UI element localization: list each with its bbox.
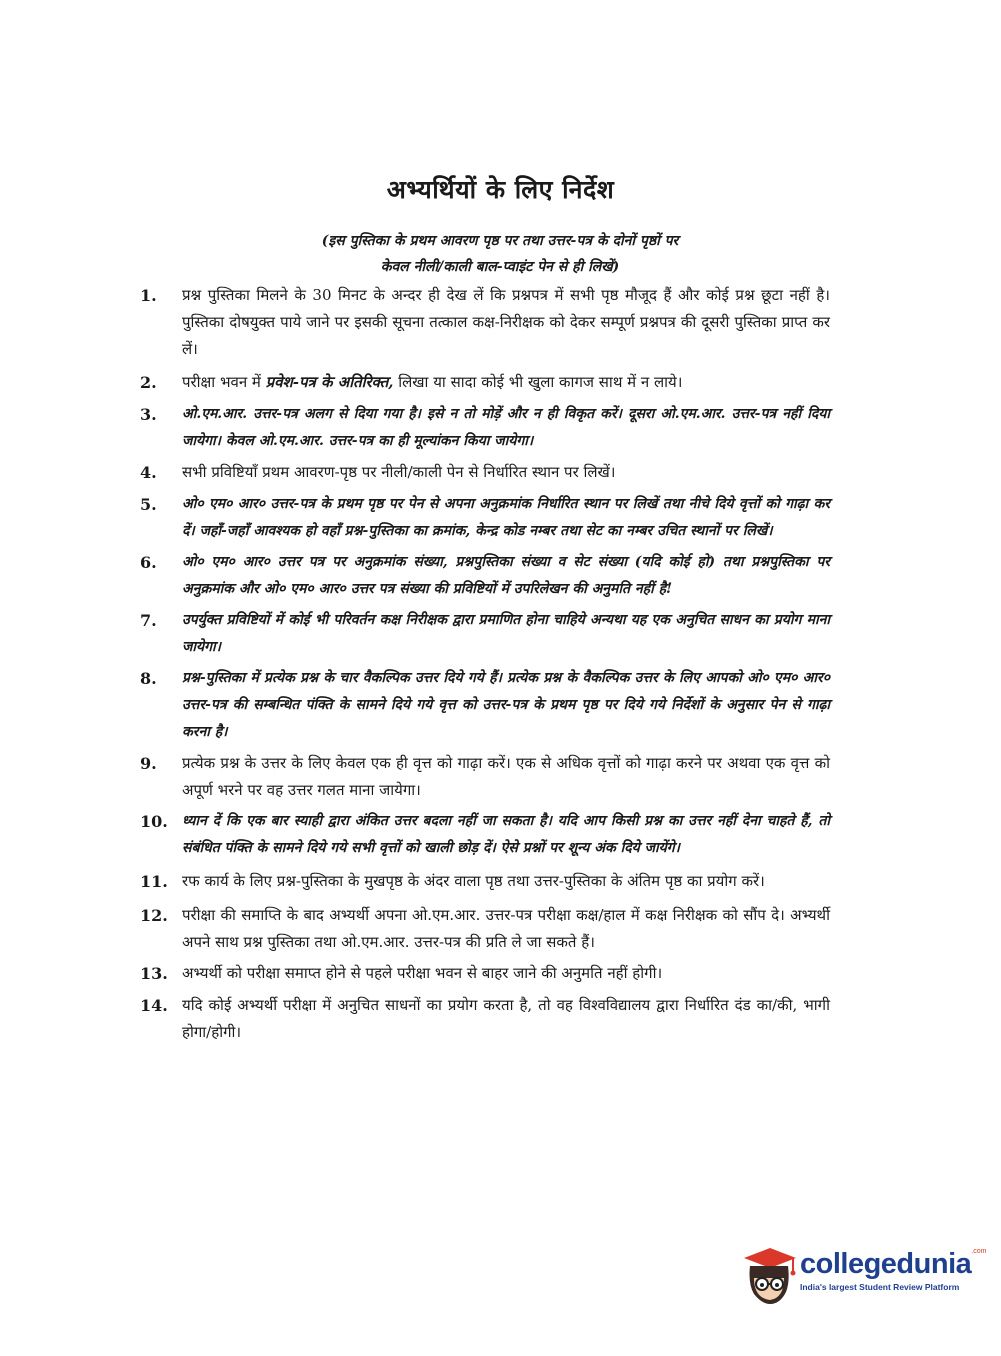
list-item	[140, 282, 830, 363]
item-text: ओ० एम० आर० उत्तर पत्र पर अनुक्रमांक संख्या, प्रश्नपुस्तिका संख्या व सेट संख्या (यदि कोई हो) तथा प्रश्नपुस्तिका पर अनुक्रमांक और ओ० एम० आर० उत्तर पत्र संख्या की प्रविष्टियों में उपरिलेखन की अनुमति नहीं है!	[182, 554, 830, 597]
item-text: रफ कार्य के लिए प्रश्न-पुस्तिका के मुखपृष्ठ के अंदर वाला पृष्ठ तथा उत्तर-पुस्तिका के अंतिम पृष्ठ का प्रयोग करें।	[182, 872, 765, 890]
item-text: प्रश्न-पुस्तिका में प्रत्येक प्रश्न के चार वैकल्पिक उत्तर दिये गये हैं। प्रत्येक प्रश्न के वैकल्पिक उत्तर के लिए आपको ओ० एम० आर० उत्तर-पत्र की सम्बन्धित पंक्ति के सामने दिये गये वृत्त को उत्तर-पत्र के प्रथम पृष्ठ पर दिये गये निर्देशों के अनुसार पेन से गाढ़ा करना है।	[182, 670, 830, 740]
instruction-note-line-2: केवल नीली/काली बाल-प्वाइंट पेन से ही लिखें)	[380, 259, 620, 275]
item-text: अभ्यर्थी को परीक्षा समाप्त होने से पहले परीक्षा भवन से बाहर जाने की अनुमति नहीं होगी।	[182, 964, 663, 982]
list-item	[140, 665, 830, 746]
item-text: ध्यान दें कि एक बार स्याही द्वारा अंकित उत्तर बदला नहीं जा सकता है। यदि आप किसी प्रश्न का उत्तर नहीं देना चाहते हैं, तो संबंधित पंक्ति के सामने दिये गये सभी वृत्तों को खाली छोड़ दें। ऐसे प्रश्नों पर शून्य अंक दिये जायेंगे।	[182, 813, 830, 856]
item-text: उपर्युक्त प्रविष्टियों में कोई भी परिवर्तन कक्ष निरीक्षक द्वारा प्रमाणित होना चाहिये अन्यथा यह एक अनुचित साधन का प्रयोग माना जायेगा।	[182, 612, 830, 655]
item-number: 2.	[140, 373, 157, 392]
instruction-list	[140, 282, 830, 1046]
item-text: सभी प्रविष्टियाँ प्रथम आवरण-पृष्ठ पर नीली/काली पेन से निर्धारित स्थान पर लिखें।	[182, 463, 616, 481]
item-number: 11.	[140, 872, 168, 891]
item-number: 5.	[140, 495, 157, 514]
list-item	[140, 607, 830, 661]
item-text-bold: प्रवेश-पत्र के अतिरिक्त,	[265, 373, 394, 391]
list-item	[140, 868, 830, 896]
item-text: ओ० एम० आर० उत्तर-पत्र के प्रथम पृष्ठ पर पेन से अपना अनुक्रमांक निर्धारित स्थान पर लिखें तथा नीचे दिये वृत्तों को गाढ़ा कर दें। जहाँ-जहाँ आवश्यक हो वहाँ प्रश्न-पुस्तिका का क्रमांक, केन्द्र कोड नम्बर तथा सेट का नम्बर उचित स्थानों पर लिखें।	[182, 496, 830, 539]
list-item	[140, 491, 830, 545]
item-text: परीक्षा की समाप्ति के बाद अभ्यर्थी अपना ओ.एम.आर. उत्तर-पत्र परीक्षा कक्ष/हाल में कक्ष निरीक्षक को सौंप दे। अभ्यर्थी अपने साथ प्रश्न पुस्तिका तथा ओ.एम.आर. उत्तर-पत्र की प्रति ले जा सकते हैं।	[182, 906, 830, 951]
item-number: 8.	[140, 669, 157, 688]
list-item	[140, 902, 830, 956]
logo-name: collegedunia	[800, 1248, 972, 1280]
logo-wordmark	[800, 1248, 986, 1292]
list-item	[140, 992, 830, 1046]
item-number: 7.	[140, 611, 157, 630]
item-text	[182, 369, 830, 396]
item-number: 6.	[140, 553, 157, 572]
item-text: प्रश्न पुस्तिका मिलने के 30 मिनट के अन्दर ही देख लें कि प्रश्नपत्र में सभी पृष्ठ मौजूद हैं और कोई प्रश्न छूटा नहीं है। पुस्तिका दोषयुक्त पाये जाने पर इसकी सूचना तत्काल कक्ष-निरीक्षक को देकर सम्पूर्ण प्रश्नपत्र की दूसरी पुस्तिका प्राप्त कर लें।	[182, 286, 830, 358]
list-item	[140, 750, 830, 804]
item-number: 1.	[140, 286, 157, 305]
item-number: 9.	[140, 754, 157, 773]
instruction-note-line-1: (इस पुस्तिका के प्रथम आवरण पृष्ठ पर तथा उत्तर-पत्र के दोनों पृष्ठों पर	[321, 233, 679, 249]
item-number: 12.	[140, 906, 168, 925]
list-item	[140, 960, 830, 988]
list-item	[140, 808, 830, 862]
item-text-part: परीक्षा भवन में	[182, 373, 266, 391]
item-number: 14.	[140, 996, 168, 1015]
item-number: 3.	[140, 405, 157, 424]
list-item	[140, 401, 830, 455]
item-text: ओ.एम.आर. उत्तर-पत्र अलग से दिया गया है। इसे न तो मोड़ें और न ही विकृत करें। दूसरा ओ.एम.आर. उत्तर-पत्र नहीं दिया जायेगा। केवल ओ.एम.आर. उत्तर-पत्र का ही मूल्यांकन किया जायेगा।	[182, 406, 830, 449]
logo-tagline: India's largest Student Review Platform	[800, 1282, 960, 1292]
item-number: 13.	[140, 964, 168, 983]
item-text-part: लिखा या सादा कोई भी खुला कागज साथ में न लाये।	[393, 373, 683, 391]
list-item	[140, 369, 830, 397]
item-text: यदि कोई अभ्यर्थी परीक्षा में अनुचित साधनों का प्रयोग करता है, तो वह विश्वविद्यालय द्वारा निर्धारित दंड का/की, भागी होगा/होगी।	[182, 996, 830, 1041]
instruction-note	[150, 228, 850, 280]
item-number: 10.	[140, 812, 168, 831]
item-number: 4.	[140, 463, 157, 482]
list-item	[140, 549, 830, 603]
page-title: अभ्यर्थियों के लिए निर्देश	[386, 175, 615, 204]
list-item	[140, 459, 830, 487]
logo-suffix: .com	[971, 1248, 987, 1255]
collegedunia-logo[interactable]	[740, 1244, 987, 1314]
mascot-icon	[740, 1244, 798, 1308]
item-text: प्रत्येक प्रश्न के उत्तर के लिए केवल एक ही वृत्त को गाढ़ा करें। एक से अधिक वृत्तों को गाढ़ा करने पर अथवा एक वृत्त को अपूर्ण भरने पर वह उत्तर गलत माना जायेगा।	[182, 754, 830, 799]
